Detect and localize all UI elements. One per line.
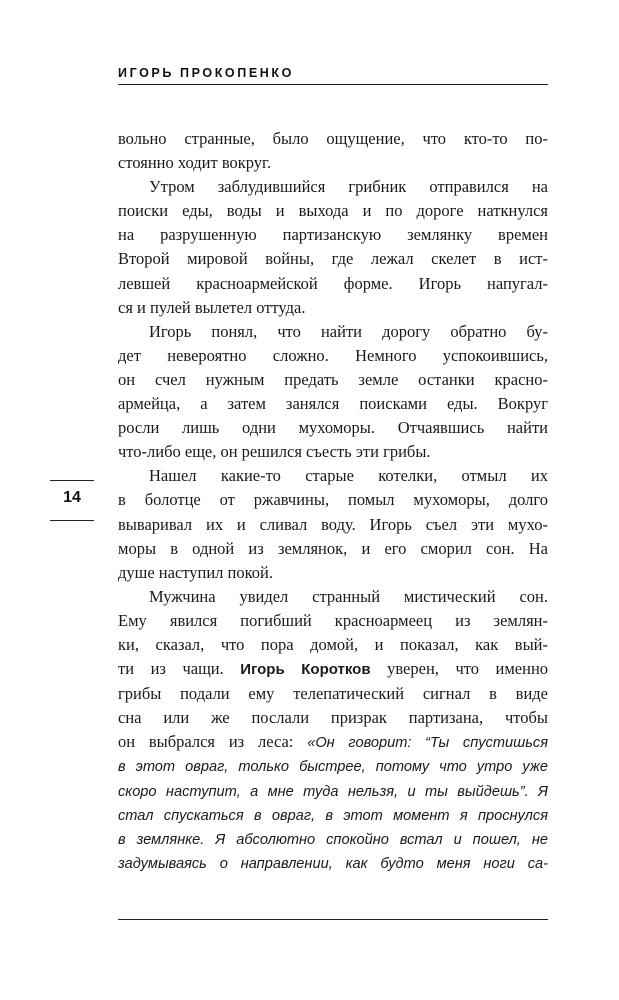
person-name-bold: Игорь Коротков xyxy=(240,661,371,679)
text-line: ся и пулей вылетел оттуда. xyxy=(118,297,306,317)
text-fragment: уверен, что именно xyxy=(387,659,549,679)
quote-line: в этот овраг, только быстрее, потому что утро уже xyxy=(118,759,548,776)
text-line: душе наступил покой. xyxy=(118,562,274,582)
paragraph-1 xyxy=(118,127,548,175)
paragraph-5 xyxy=(118,585,548,876)
text-line: армейца, а затем занялся поисками еды. Вокруг xyxy=(118,394,548,414)
quote-line: скоро наступит, а мне туда нельзя, и ты выйдешь”. Я xyxy=(118,783,548,800)
footer-rule xyxy=(118,919,548,920)
page-number: 14 xyxy=(63,489,81,506)
text-line-with-quote xyxy=(118,730,548,755)
text-line: в болотце от ржавчины, помыл мухоморы, долго xyxy=(118,490,548,510)
text-line: вываривал их и сливал воду. Игорь съел эти мухо- xyxy=(118,514,548,534)
text-line-with-name xyxy=(118,657,548,682)
header-rule xyxy=(118,84,548,85)
text-line: вольно странные, было ощущение, что кто-то по- xyxy=(118,129,548,148)
folio-rule-top xyxy=(50,480,94,481)
folio-rule-bottom xyxy=(50,520,94,521)
paragraph-2 xyxy=(118,175,548,320)
text-line: сна или же послали призрак партизана, чтобы xyxy=(118,708,548,728)
quote-line: задумываясь о направлении, как будто меня ноги са- xyxy=(118,855,548,872)
text-fragment: ти из чащи. xyxy=(118,659,224,679)
text-fragment: он выбрался из леса: xyxy=(118,732,294,752)
text-line: Второй мировой войны, где лежал скелет в ист- xyxy=(118,249,548,269)
running-header-title: ИГОРЬ ПРОКОПЕНКО xyxy=(118,66,294,80)
text-line: Ему явился погибший красноармеец из землян- xyxy=(118,610,548,630)
text-line: стоянно ходит вокруг. xyxy=(118,153,272,173)
body-text xyxy=(118,127,548,876)
text-line: поиски еды, воды и выхода и по дороге наткнулся xyxy=(118,201,548,221)
text-line: моры в одной из землянок, и его сморил сон. На xyxy=(118,538,548,558)
text-line: Нашел какие-то старые котелки, отмыл их xyxy=(149,466,548,486)
text-line: ки, сказал, что пора домой, и показал, как вый- xyxy=(118,634,548,654)
text-line: Игорь понял, что найти дорогу обратно бу- xyxy=(149,321,548,341)
quote-line: в землянке. Я абсолютно спокойно встал и пошел, не xyxy=(118,831,548,848)
text-line: на разрушенную партизанскую землянку времен xyxy=(118,225,548,245)
text-line: Утром заблудившийся грибник отправился на xyxy=(149,177,548,197)
text-line: грибы подали ему телепатический сигнал в виде xyxy=(118,684,548,704)
text-line: он счел нужным предать земле останки красно- xyxy=(118,369,548,389)
quote-line: стал спускаться в овраг, в этот момент я проснулся xyxy=(118,807,548,824)
text-line: Мужчина увидел странный мистический сон. xyxy=(149,586,548,606)
text-line: левшей красноармейской форме. Игорь напугал- xyxy=(118,273,548,293)
paragraph-4 xyxy=(118,464,548,584)
text-line: росли лишь одни мухоморы. Отчаявшись найти xyxy=(118,418,548,438)
paragraph-3 xyxy=(118,320,548,465)
text-line: что-либо еще, он решился съесть эти грибы. xyxy=(118,442,431,462)
text-line: дет невероятно сложно. Немного успокоившись, xyxy=(118,345,548,365)
quote-text: «Он говорит: “Ты спустишься xyxy=(307,735,549,752)
